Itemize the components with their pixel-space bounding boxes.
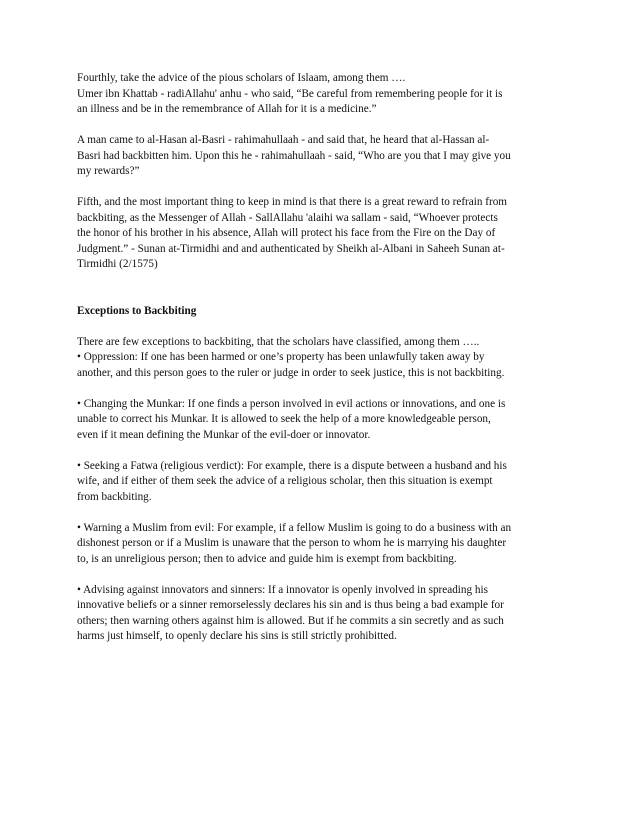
exception-oppression: There are few exceptions to backbiting, that the scholars have classified, among them ….. • Oppression: If one has been harmed or one’s property has been unlawfully taken away by another, and this person goes to the ruler or judge in order to seek justice, this is not backbiting. bbox=[77, 335, 505, 379]
document-body bbox=[77, 71, 572, 645]
exception-warning-muslim: • Warning a Muslim from evil: For example, if a fellow Muslim is going to do a business with an dishonest person or if a Muslim is unaware that the person to whom he is marrying his daughter to, is an unreligious person; then to advice and guide him is exempt from backbiting. bbox=[77, 521, 512, 565]
exception-advising-against-innovators: • Advising against innovators and sinners: If a innovator is openly involved in spreading his innovative beliefs or a sinner remorselessly declares his sin and is thus being a bad example for others; then warning others against him is allowed. But if he commits a sin secretly and as such harms just himself, to openly declare his sins is still strictly prohibitted. bbox=[77, 583, 504, 642]
paragraph-advice-scholars: Fourthly, take the advice of the pious scholars of Islaam, among them …. Umer ibn Khattab - radiAllahu' anhu - who said, “Be careful from remembering people for it is an illness and be in the remembrance of Allah for it is a medicine.” bbox=[77, 72, 503, 115]
paragraph-spacer bbox=[77, 443, 572, 459]
section-heading: Exceptions to Backbiting bbox=[77, 304, 197, 317]
paragraph-hasan-al-basri: A man came to al-Hasan al-Basri - rahimahullaah - and said that, he heard that al-Hassan al- Basri had backbitten him. Upon this he - rahimahullaah - said, “Who are you that I may give you my rewards?” bbox=[77, 134, 511, 177]
paragraph-spacer bbox=[77, 381, 572, 397]
paragraph-spacer bbox=[77, 180, 572, 196]
exception-changing-munkar: • Changing the Munkar: If one finds a person involved in evil actions or innovations, and one is unable to correct his Munkar. It is allowed to seek the help of a more knowledgeable person, even if it mean defining the Munkar of the evil-doer or innovator. bbox=[77, 397, 506, 441]
paragraph-spacer bbox=[77, 273, 572, 289]
paragraph-reward: Fifth, and the most important thing to keep in mind is that there is a great reward to refrain from backbiting, as the Messenger of Allah - SallAllahu 'alaihi wa sallam - said, “Whoever protects the honor of his brother in his absence, Allah will protect his face from the Fire on the Day of Judgment.” - Sunan at-Tirmidhi and and authenticated by Sheikh al-Albani in Saheeh Sunan at- Tirmidhi (2/1575) bbox=[77, 196, 507, 270]
paragraph-spacer bbox=[77, 118, 572, 134]
paragraph-spacer bbox=[77, 505, 572, 521]
paragraph-spacer bbox=[77, 567, 572, 583]
paragraph-spacer bbox=[77, 288, 572, 304]
paragraph-spacer bbox=[77, 319, 572, 335]
exception-seeking-fatwa: • Seeking a Fatwa (religious verdict): For example, there is a dispute between a husband and his wife, and if either of them seek the advice of a religious scholar, then this situation is exempt from backbiting. bbox=[77, 459, 507, 503]
